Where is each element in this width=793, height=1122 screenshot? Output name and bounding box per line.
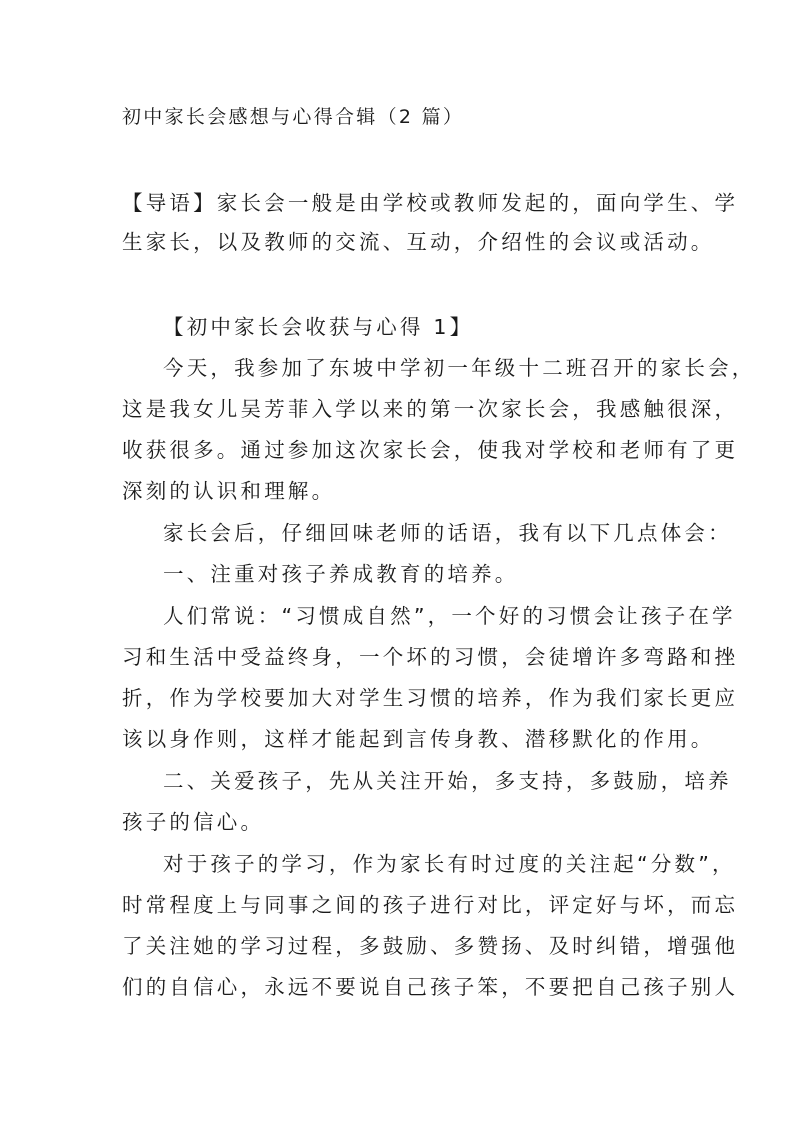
intro-line-2: 生家长，以及教师的交流、互动，介绍性的会议或活动。	[122, 230, 715, 254]
paragraph-line: 二、关爱孩子，先从关注开始，多支持，多鼓励，培养	[163, 769, 732, 793]
paragraph-line: 们的自信心，永远不要说自己孩子笨，不要把自己孩子别人	[122, 975, 739, 999]
paragraph-line: 时常程度上与同事之间的孩子进行对比，评定好与坏，而忘	[122, 893, 739, 917]
paragraph-line: 收获很多。通过参加这次家长会，使我对学校和老师有了更	[122, 438, 739, 462]
paragraph-line: 对于孩子的学习，作为家长有时过度的关注起“分数”，	[163, 852, 736, 876]
paragraph-line: 今天，我参加了东坡中学初一年级十二班召开的家长会，	[163, 356, 756, 380]
intro-line-1: 【导语】家长会一般是由学校或教师发起的，面向学生、学	[122, 191, 739, 215]
paragraph-line: 了关注她的学习过程，多鼓励、多赞扬、及时纠错，增强他	[122, 934, 739, 958]
paragraph-line: 孩子的信心。	[122, 810, 265, 834]
paragraph-line: 一、注重对孩子养成教育的培养。	[163, 562, 519, 586]
paragraph-line: 家长会后，仔细回味老师的话语，我有以下几点体会：	[163, 521, 732, 545]
paragraph-line: 该以身作则，这样才能起到言传身教、潜移默化的作用。	[122, 727, 715, 751]
document-title: 初中家长会感想与心得合辑（2 篇）	[122, 106, 465, 128]
paragraph-line: 折，作为学校要加大对学生习惯的培养，作为我们家长更应	[122, 686, 739, 710]
paragraph-line: 习和生活中受益终身，一个坏的习惯，会徒增许多弯路和挫	[122, 645, 739, 669]
paragraph-line: 人们常说：“习惯成自然”，一个好的习惯会让孩子在学	[163, 604, 736, 628]
section-heading: 【初中家长会收获与心得 1】	[163, 315, 474, 339]
paragraph-line: 这是我女儿吴芳菲入学以来的第一次家长会，我感触很深，	[122, 397, 739, 421]
paragraph-line: 深刻的认识和理解。	[122, 479, 336, 503]
